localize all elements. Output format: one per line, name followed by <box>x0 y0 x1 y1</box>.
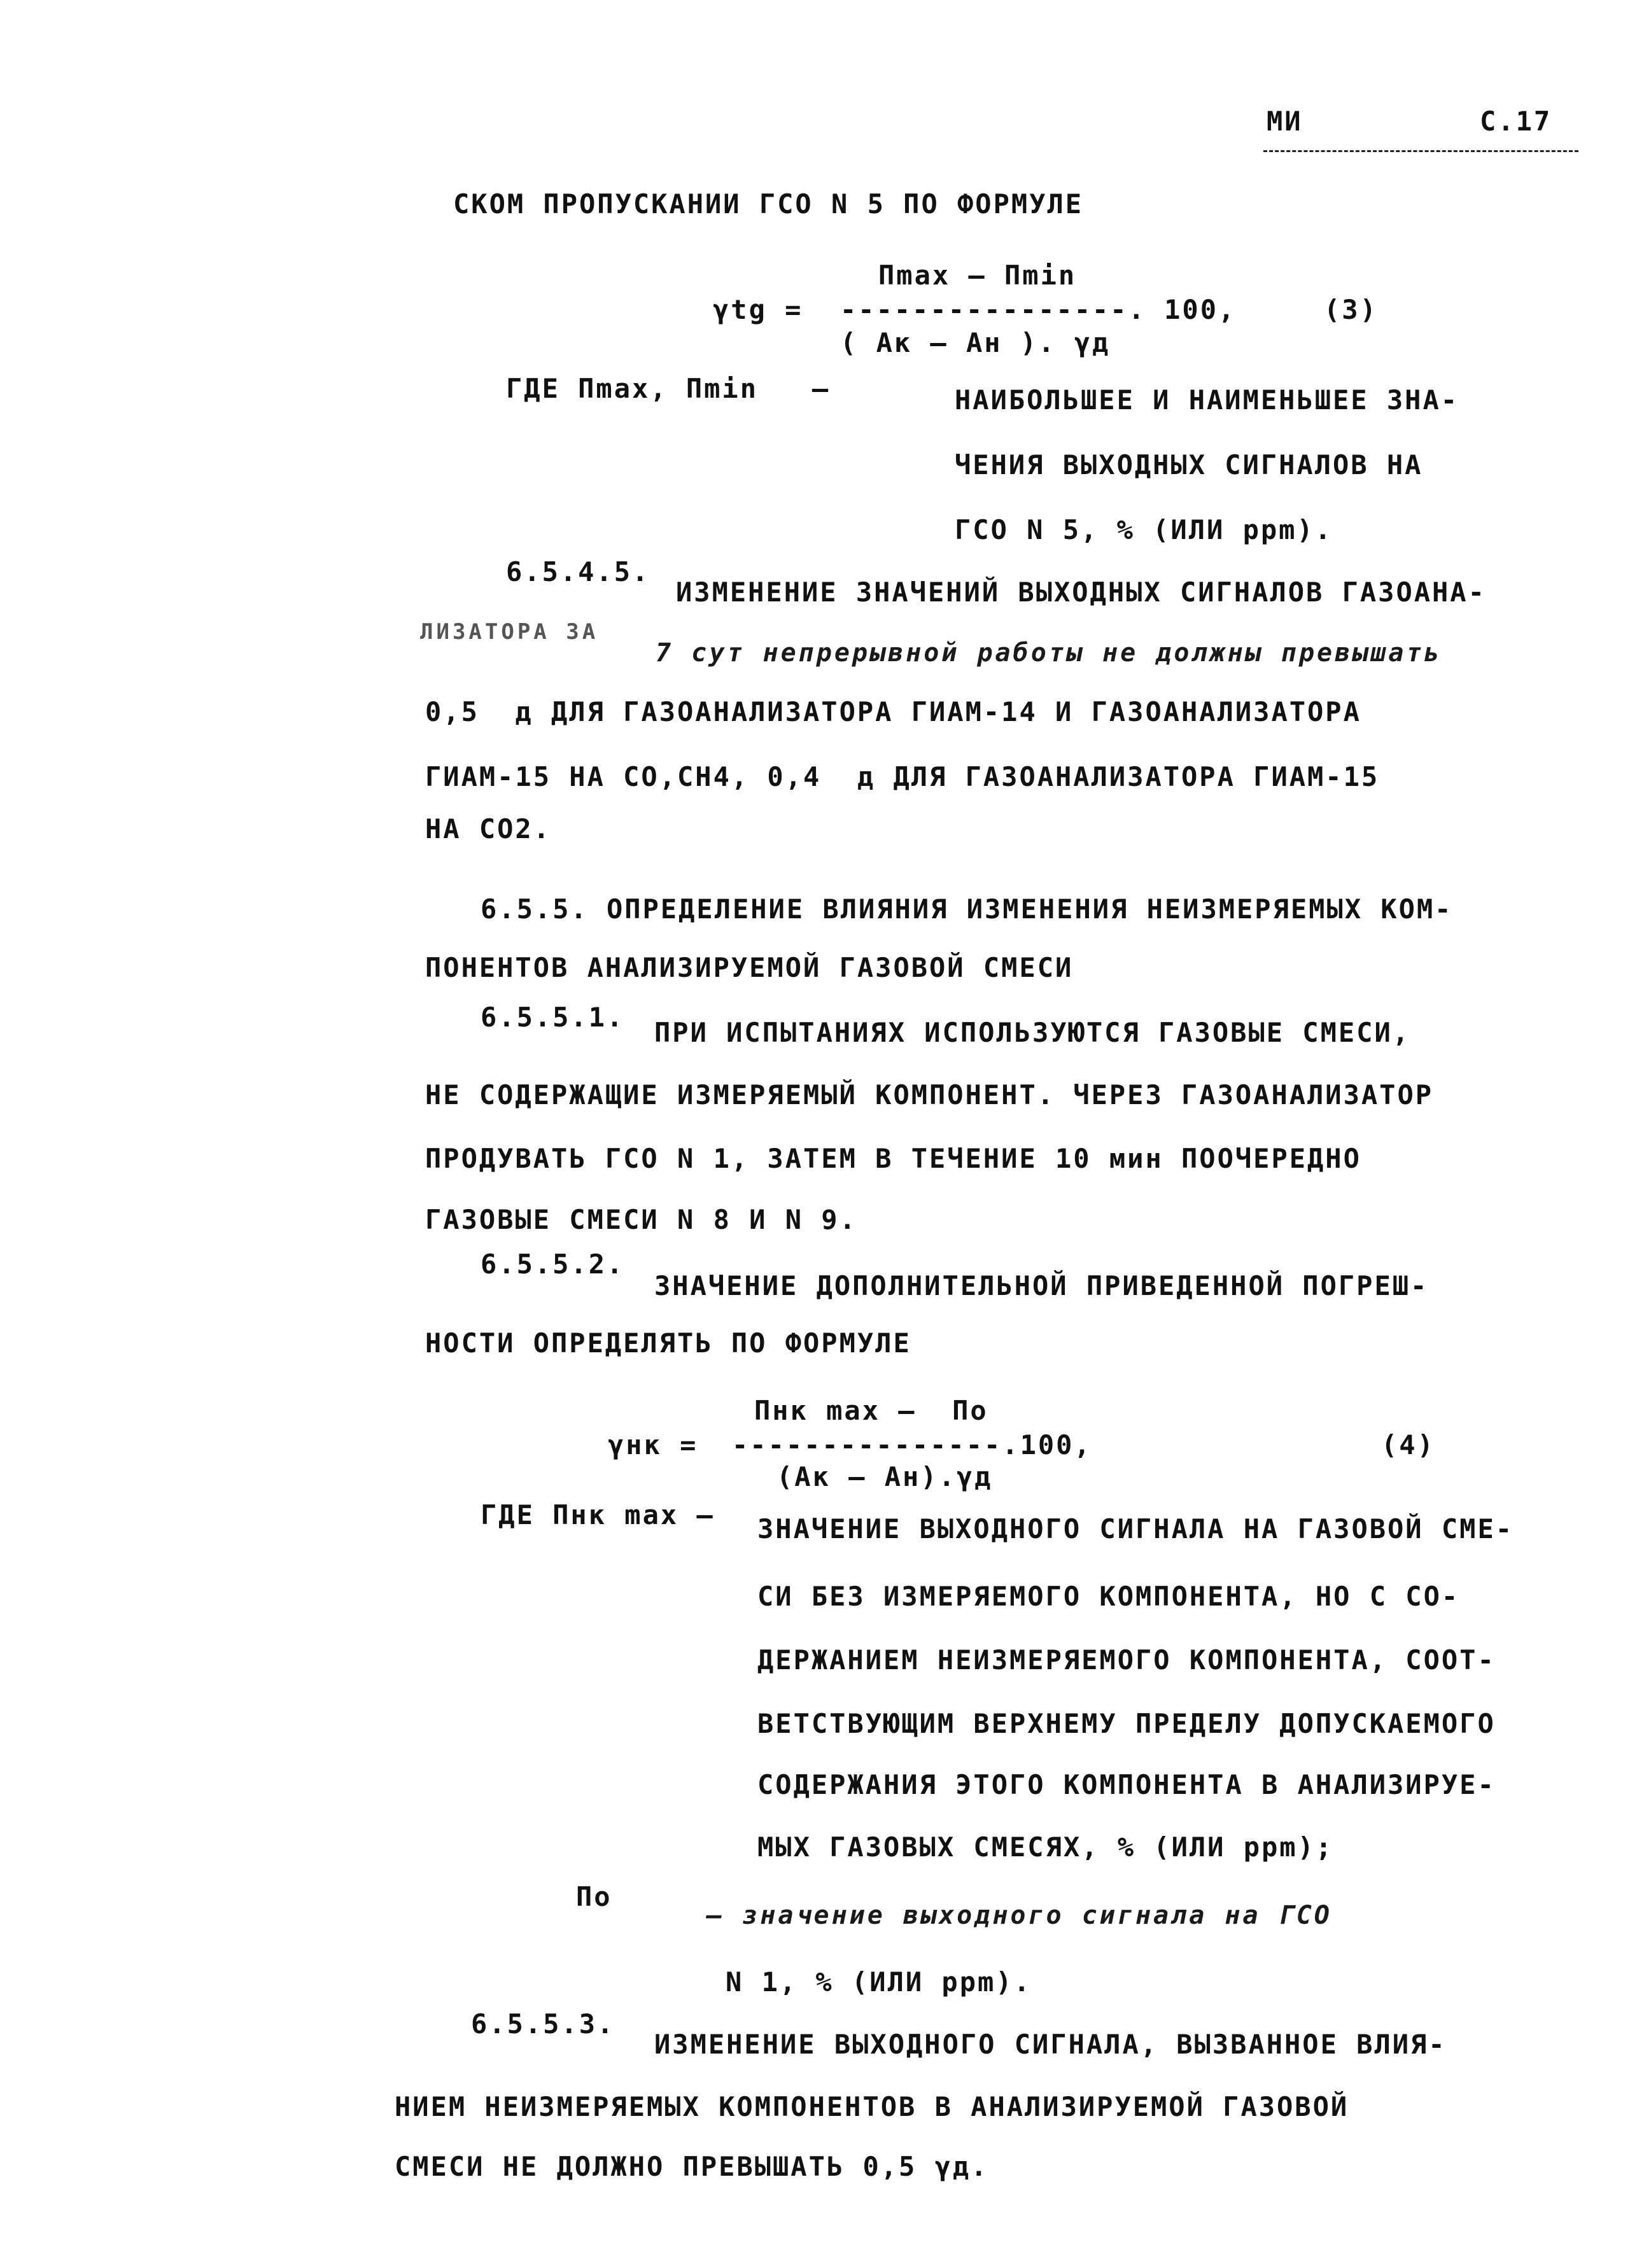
text-line: СМЕСИ НЕ ДОЛЖНО ПРЕВЫШАТЬ 0,5 γд. <box>395 2151 989 2182</box>
formula-4-denominator: (Ак – Ан).γд <box>776 1461 993 1492</box>
text-line: ВЕТСТВУЮЩИМ ВЕРХНЕМУ ПРЕДЕЛУ ДОПУСКАЕМОГО <box>757 1708 1496 1739</box>
section-number: 6.5.5.1. <box>481 1002 625 1033</box>
text-line: СКОМ ПРОПУСКАНИИ ГСО N 5 ПО ФОРМУЛЕ <box>453 188 1084 220</box>
text-line: СИ БЕЗ ИЗМЕРЯЕМОГО КОМПОНЕНТА, НО С СО- <box>757 1581 1460 1612</box>
document-code: МИ <box>1267 106 1303 137</box>
text-line: НА СО2. <box>425 813 552 844</box>
text-line: N 1, % (ИЛИ ppm). <box>726 1966 1032 1998</box>
section-number: 6.5.5.3. <box>471 2008 615 2040</box>
formula-3-number: (3) <box>1324 294 1378 325</box>
text-line: ИЗМЕНЕНИЕ ВЫХОДНОГО СИГНАЛА, ВЫЗВАННОЕ ВЛИЯ- <box>654 2029 1447 2060</box>
formula-3-fraction-bar: ----------------. 100, <box>840 294 1237 325</box>
text-line: НАИБОЛЬШЕЕ И НАИМЕНЬШЕЕ ЗНА- <box>955 384 1459 416</box>
where-label: ГДЕ Пmax, Пmin – <box>506 373 831 404</box>
section-heading: 6.5.5. ОПРЕДЕЛЕНИЕ ВЛИЯНИЯ ИЗМЕНЕНИЯ НЕИЗМЕРЯЕМЫХ КОМ- <box>481 893 1453 925</box>
handwritten-insertion: – значение выходного сигнала на ГСО <box>706 1901 1332 1930</box>
formula-4-lhs: γнк = <box>608 1429 698 1460</box>
text-line: НОСТИ ОПРЕДЕЛЯТЬ ПО ФОРМУЛЕ <box>425 1327 911 1359</box>
text-line: ГСО N 5, % (ИЛИ ppm). <box>955 514 1333 545</box>
where-label: ГДЕ Пнк max – <box>481 1499 715 1530</box>
header-rule <box>1263 150 1578 152</box>
text-line: НИЕМ НЕИЗМЕРЯЕМЫХ КОМПОНЕНТОВ В АНАЛИЗИРУЕМОЙ ГАЗОВОЙ <box>395 2091 1349 2122</box>
formula-3-denominator: ( Ак – Ан ). γд <box>840 327 1111 358</box>
page-number: С.17 <box>1480 106 1552 137</box>
text-line: СОДЕРЖАНИЯ ЭТОГО КОМПОНЕНТА В АНАЛИЗИРУЕ- <box>757 1769 1496 1800</box>
text-line: ПОНЕНТОВ АНАЛИЗИРУЕМОЙ ГАЗОВОЙ СМЕСИ <box>425 952 1074 983</box>
formula-4-numerator: Пнк max – По <box>754 1395 988 1426</box>
text-line: ГАЗОВЫЕ СМЕСИ N 8 И N 9. <box>425 1204 857 1235</box>
where-label: По <box>576 1881 612 1912</box>
handwritten-insertion: 7 сут непрерывной работы не должны превышать <box>656 638 1442 668</box>
formula-3-numerator: Пmax – Пmin <box>878 260 1077 291</box>
text-line: ЗНАЧЕНИЕ ДОПОЛНИТЕЛЬНОЙ ПРИВЕДЕННОЙ ПОГРЕШ- <box>654 1270 1429 1301</box>
text-line: ИЗМЕНЕНИЕ ЗНАЧЕНИЙ ВЫХОДНЫХ СИГНАЛОВ ГАЗОАНА- <box>676 577 1486 608</box>
text-line: ГИАМ-15 НА СО,СН4, 0,4 д ДЛЯ ГАЗОАНАЛИЗАТОРА ГИАМ-15 <box>425 761 1380 792</box>
section-number: 6.5.5.2. <box>481 1249 625 1280</box>
text-line: ЗНАЧЕНИЕ ВЫХОДНОГО СИГНАЛА НА ГАЗОВОЙ СМЕ- <box>757 1513 1514 1544</box>
text-line: МЫХ ГАЗОВЫХ СМЕСЯХ, % (ИЛИ ppm); <box>757 1831 1334 1863</box>
text-line: НЕ СОДЕРЖАЩИЕ ИЗМЕРЯЕМЫЙ КОМПОНЕНТ. ЧЕРЕЗ ГАЗОАНАЛИЗАТОР <box>425 1079 1434 1110</box>
text-line: ПРИ ИСПЫТАНИЯХ ИСПОЛЬЗУЮТСЯ ГАЗОВЫЕ СМЕСИ, <box>654 1017 1411 1048</box>
text-line: 0,5 д ДЛЯ ГАЗОАНАЛИЗАТОРА ГИАМ-14 И ГАЗОАНАЛИЗАТОРА <box>425 696 1361 727</box>
text-line: ДЕРЖАНИЕМ НЕИЗМЕРЯЕМОГО КОМПОНЕНТА, СООТ- <box>757 1644 1496 1676</box>
text-line: ЧЕНИЯ ВЫХОДНЫХ СИГНАЛОВ НА <box>955 449 1423 480</box>
formula-4-number: (4) <box>1381 1429 1435 1460</box>
text-line-faded: ЛИЗАТОРА ЗА <box>420 619 599 645</box>
formula-4-fraction-bar: ---------------.100, <box>732 1429 1092 1460</box>
formula-3-lhs: γtg = <box>713 294 803 325</box>
section-number: 6.5.4.5. <box>506 556 650 587</box>
text-line: ПРОДУВАТЬ ГСО N 1, ЗАТЕМ В ТЕЧЕНИЕ 10 мин ПООЧЕРЕДНО <box>425 1143 1361 1174</box>
